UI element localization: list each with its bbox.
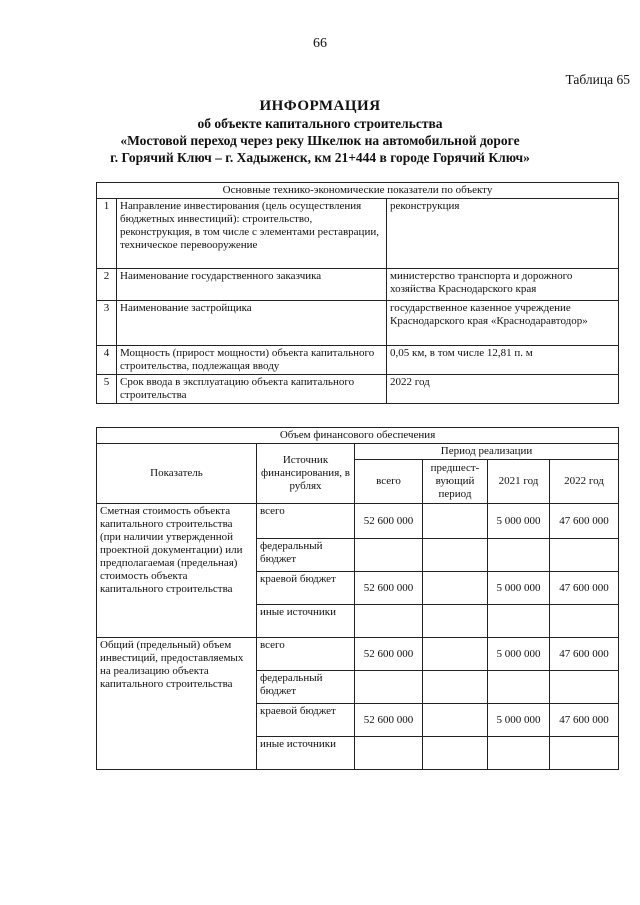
y2021-cell	[488, 737, 550, 770]
indicator-name: Направление инвестирования (цель осуществления бюджетных инвестиций): строительство, реконструкция, в том числе с элементами реставрации, техническое перевооружение	[117, 199, 387, 269]
prior-cell	[423, 704, 488, 737]
y2022-cell	[550, 539, 619, 572]
title-line-1: ИНФОРМАЦИЯ	[259, 98, 381, 114]
prior-cell	[423, 539, 488, 572]
total-cell	[355, 737, 423, 770]
table-row	[97, 638, 619, 671]
total-cell: 52 600 000	[355, 638, 423, 671]
col-2021: 2021 год	[488, 460, 550, 504]
prior-cell	[423, 638, 488, 671]
total-cell: 52 600 000	[355, 572, 423, 605]
row-number: 2	[97, 269, 117, 301]
indicator-name: Наименование застройщика	[117, 301, 387, 346]
y2021-cell	[488, 605, 550, 638]
y2021-cell	[488, 671, 550, 704]
total-cell	[355, 539, 423, 572]
y2022-cell	[550, 605, 619, 638]
indicator-value: 0,05 км, в том числе 12,81 п. м	[387, 346, 619, 375]
col-indicator: Показатель	[97, 444, 257, 504]
title-line-2: об объекте капитального строительства	[197, 116, 443, 131]
indicator-value: государственное казенное учреждение Краснодарского края «Краснодаравтодор»	[387, 301, 619, 346]
finance-header: Объем финансового обеспечения	[97, 428, 619, 444]
table-label: Таблица 65	[565, 72, 630, 87]
indicator-value: реконструкция	[387, 199, 619, 269]
y2021-cell	[488, 539, 550, 572]
y2021-cell: 5 000 000	[488, 704, 550, 737]
y2022-cell	[550, 671, 619, 704]
col-2022: 2022 год	[550, 460, 619, 504]
tech-header: Основные технико-экономические показатели по объекту	[97, 183, 619, 199]
source-cell: всего	[257, 638, 355, 671]
indicator-value: министерство транспорта и дорожного хозяйства Краснодарского края	[387, 269, 619, 301]
col-period: Период реализации	[355, 444, 619, 460]
total-cell	[355, 671, 423, 704]
group-name: Общий (предельный) объем инвестиций, предоставляемых на реализацию объекта капитального строительства	[97, 638, 257, 770]
source-cell: всего	[257, 504, 355, 539]
document-title	[40, 98, 600, 166]
prior-cell	[423, 572, 488, 605]
page-number: 66	[313, 36, 327, 51]
y2021-cell: 5 000 000	[488, 572, 550, 605]
prior-cell	[423, 671, 488, 704]
row-number: 1	[97, 199, 117, 269]
indicator-value: 2022 год	[387, 375, 619, 404]
indicator-name: Мощность (прирост мощности) объекта капитального строительства, подлежащая вводу	[117, 346, 387, 375]
col-source: Источник финансирования, в рублях	[257, 444, 355, 504]
source-cell: иные источники	[257, 605, 355, 638]
y2022-cell	[550, 737, 619, 770]
total-cell	[355, 605, 423, 638]
total-cell: 52 600 000	[355, 704, 423, 737]
source-cell: краевой бюджет	[257, 572, 355, 605]
y2022-cell: 47 600 000	[550, 638, 619, 671]
source-cell: федеральный бюджет	[257, 539, 355, 572]
indicator-name: Наименование государственного заказчика	[117, 269, 387, 301]
y2022-cell: 47 600 000	[550, 572, 619, 605]
group-name: Сметная стоимость объекта капитального строительства (при наличии утвержденной проектной документации) или предполагаемая (предельная) стоимость объекта капитального строительства	[97, 504, 257, 638]
row-number: 5	[97, 375, 117, 404]
prior-cell	[423, 737, 488, 770]
col-prior: предшест-вующий период	[423, 460, 488, 504]
y2021-cell: 5 000 000	[488, 504, 550, 539]
col-total: всего	[355, 460, 423, 504]
source-cell: иные источники	[257, 737, 355, 770]
y2021-cell: 5 000 000	[488, 638, 550, 671]
y2022-cell: 47 600 000	[550, 504, 619, 539]
finance-table	[96, 427, 619, 770]
total-cell: 52 600 000	[355, 504, 423, 539]
row-number: 3	[97, 301, 117, 346]
prior-cell	[423, 605, 488, 638]
indicator-name: Срок ввода в эксплуатацию объекта капитального строительства	[117, 375, 387, 404]
source-cell: федеральный бюджет	[257, 671, 355, 704]
tech-indicators-table	[96, 182, 619, 404]
table-row	[97, 504, 619, 539]
title-line-4: г. Горячий Ключ – г. Хадыженск, км 21+444 в городе Горячий Ключ»	[110, 150, 530, 165]
source-cell: краевой бюджет	[257, 704, 355, 737]
title-line-3: «Мостовой переход через реку Шкелюк на автомобильной дороге	[120, 133, 520, 148]
row-number: 4	[97, 346, 117, 375]
prior-cell	[423, 504, 488, 539]
y2022-cell: 47 600 000	[550, 704, 619, 737]
